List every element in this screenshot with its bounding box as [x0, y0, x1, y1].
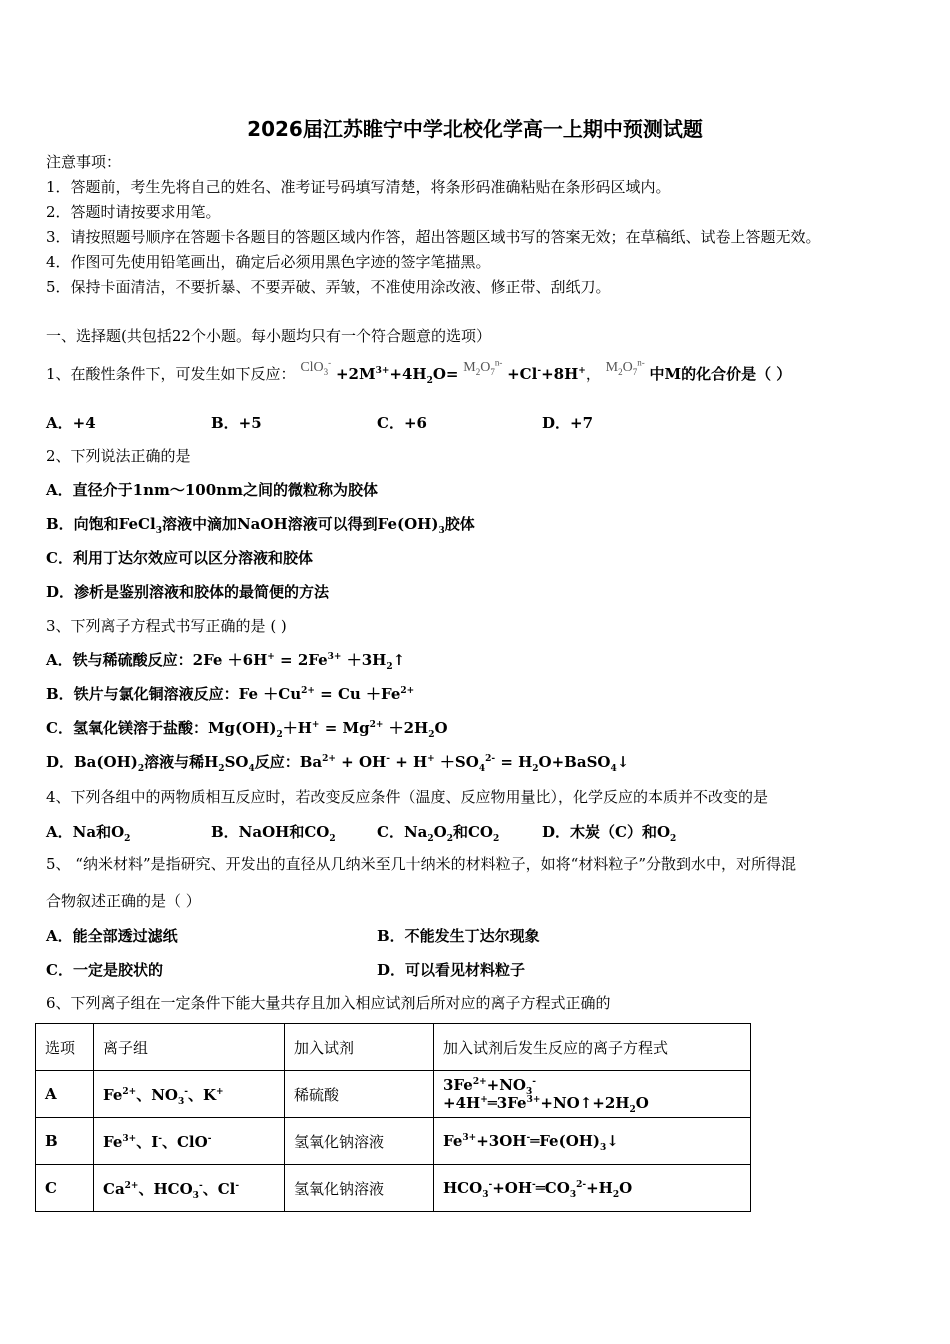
table-cell-ions: $Ca^{2+}$、$HCO_3^-$、Cl-: [94, 1165, 285, 1212]
table-cell-option: A: [36, 1071, 94, 1118]
q5-option-c: C．一定是胶状的: [46, 961, 163, 979]
q4-option-d: D．木炭（C）和$O_2$: [542, 823, 677, 844]
q5-option-d: D．可以看见材料粒子: [377, 961, 526, 979]
table-header-cell: 离子组: [94, 1024, 285, 1071]
formula-image-chlorate: ClO$_3$-: [300, 357, 332, 377]
question-4-stem: 4、下列各组中的两物质相互反应时，若改变反应条件（温度、反应物用量比），化学反应的本质并不改变的是: [46, 788, 769, 806]
table-cell-equation: $Fe^{3+}+3OH^-═Fe(OH)_3↓$: [434, 1118, 751, 1165]
q6-table: [35, 1023, 751, 1212]
table-cell-reagent: 氢氧化钠溶液: [285, 1118, 434, 1165]
q2-option-a: A．直径介于1nm～100nm之间的微粒称为胶体: [46, 481, 378, 499]
question-1-stem: 1、在酸性条件下，可发生如下反应： $ClO_3^- +2M^{3+}+4H_2O= M_2O_7^{n-} +Cl^-+8H^+$， $M_2O_7^{n-}$ 中M的化合价是（ ）: [46, 357, 792, 386]
table-cell-option: B: [36, 1118, 94, 1165]
notice-item: 5．保持卡面清洁，不要折暴、不要弄破、弄皱，不准使用涂改液、修正带、刮纸刀。: [46, 278, 611, 296]
question-5-stem-cont: 合物叙述正确的是（ ）: [46, 892, 201, 910]
table-header-row: [36, 1024, 751, 1071]
table-cell-option: C: [36, 1165, 94, 1212]
notice-item: 4．作图可先使用铅笔画出，确定后必须用黑色字迹的签字笔描黑。: [46, 253, 491, 271]
table-cell-equation: $3Fe^{2+}+NO_3^-+4H^+═3Fe^{3+}+NO↑+2H_2O$: [434, 1071, 751, 1118]
q3-option-a: A．铁与稀硫酸反应：$2Fe +6H^+ = 2Fe^{3+}$ $+3H_2↑$: [46, 651, 406, 672]
q2-option-c: C．利用丁达尔效应可以区分溶液和胶体: [46, 549, 313, 567]
question-2-stem: 2、下列说法正确的是: [46, 447, 191, 465]
question-6-stem: 6、下列离子组在一定条件下能大量共存且加入相应试剂后所对应的离子方程式正确的: [46, 994, 611, 1012]
q1-option-c: C．+6: [377, 414, 427, 432]
q1-option-b: B．+5: [211, 414, 262, 432]
q1-option-d: D．+7: [542, 414, 594, 432]
q2-option-b: B．向饱和FeCl$_3$溶液中滴加NaOH溶液可以得到$Fe(OH)_3$胶体: [46, 515, 475, 536]
table-cell-ions: $Fe^{2+}$、$NO_3^-$、K+: [94, 1071, 285, 1118]
q2-option-d: D．渗析是鉴别溶液和胶体的最简便的方法: [46, 583, 330, 601]
notice-item: 3．请按照题号顺序在答题卡各题目的答题区域内作答，超出答题区域书写的答案无效；在草稿纸、试卷上答题无效。: [46, 228, 821, 246]
table-row: [36, 1071, 751, 1118]
table-cell-ions: $Fe^{3+}$、I-、ClO-: [94, 1118, 285, 1165]
question-5-stem: 5、 “纳米材料”是指研究、开发出的直径从几纳米至几十纳米的材料粒子，如将“材料粒子”分散到水中，对所得混: [46, 855, 796, 873]
q1-option-a: A．+4: [46, 414, 96, 432]
table-cell-reagent: 氢氧化钠溶液: [285, 1165, 434, 1212]
page-title: 2026届江苏睢宁中学北校化学高一上期中预测试题: [247, 117, 703, 141]
notice-item: 2．答题时请按要求用笔。: [46, 203, 221, 221]
table-header-cell: 加入试剂: [285, 1024, 434, 1071]
formula-image-m2o7: $M_2O_7^{n-}$: [463, 357, 503, 377]
q5-option-a: A．能全部透过滤纸: [46, 927, 178, 945]
notice-item: 1．答题前，考生先将自己的姓名、准考证号码填写清楚，将条形码准确粘贴在条形码区域内。: [46, 178, 671, 196]
q3-option-b: B．铁片与氯化铜溶液反应：$Fe +Cu^{2+} = Cu +Fe^{2+}$: [46, 685, 415, 703]
q4-option-a: A．Na和$O_2$: [46, 823, 131, 844]
table-row: [36, 1118, 751, 1165]
table-header-cell: 加入试剂后发生反应的离子方程式: [434, 1024, 751, 1071]
question-3-stem: 3、下列离子方程式书写正确的是 ( ): [46, 617, 287, 635]
notice-heading: 注意事项：: [46, 153, 122, 171]
table-row: [36, 1165, 751, 1212]
table-cell-equation: $HCO_3^-+OH^-═CO_3^{2-}+H_2O$: [434, 1165, 751, 1212]
formula-image-m2o7: $M_2O_7^{n-}$: [605, 357, 645, 377]
table-header-cell: 选项: [36, 1024, 94, 1071]
q4-option-b: B．NaOH和$CO_2$: [211, 823, 336, 844]
table-cell-reagent: 稀硫酸: [285, 1071, 434, 1118]
q5-option-b: B．不能发生丁达尔现象: [377, 927, 540, 945]
section-heading: 一、选择题(共包括22个小题。每小题均只有一个符合题意的选项）: [46, 327, 491, 345]
q3-option-d: D．$Ba(OH)_2$溶液与稀$H_2SO_4$反应：$Ba^{2+} + OH^- + H^+ +SO_4^{2-}$ = $H_2O+BaSO_4↓$: [46, 753, 630, 774]
q4-option-c: C．$Na_2O_2$和$CO_2$: [377, 823, 500, 844]
q3-option-c: C．氢氧化镁溶于盐酸：$Mg(OH)_2+H^+ = Mg^{2+} +2H_2O$: [46, 719, 448, 740]
